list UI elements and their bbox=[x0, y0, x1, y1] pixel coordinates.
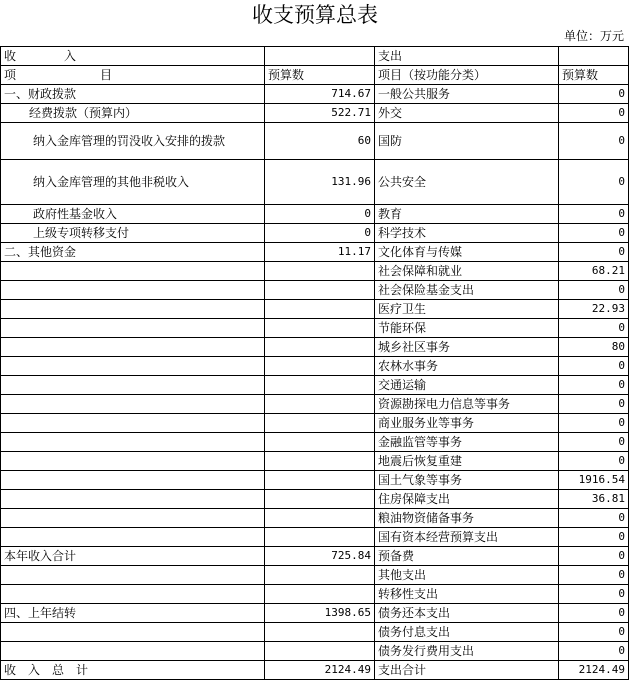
table-row bbox=[1, 104, 629, 123]
expense-budget-cell: 0 bbox=[559, 376, 629, 395]
expense-item-cell: 医疗卫生 bbox=[375, 300, 559, 319]
table-row bbox=[1, 528, 629, 547]
expense-budget-cell: 0 bbox=[559, 414, 629, 433]
page-title: 收支预算总表 bbox=[252, 3, 378, 27]
income-item-cell bbox=[1, 300, 265, 319]
expense-budget-cell: 0 bbox=[559, 224, 629, 243]
expense-budget-cell: 22.93 bbox=[559, 300, 629, 319]
unit-label: 单位：万元 bbox=[563, 29, 624, 43]
income-item-cell: 上级专项转移支付 bbox=[1, 224, 265, 243]
expense-budget-cell: 0 bbox=[559, 566, 629, 585]
expense-budget-cell: 0 bbox=[559, 623, 629, 642]
table-row bbox=[1, 490, 629, 509]
expense-item-cell: 粮油物资储备事务 bbox=[375, 509, 559, 528]
income-item-cell bbox=[1, 452, 265, 471]
expense-budget-cell: 0 bbox=[559, 123, 629, 160]
expense-item-cell: 社会保险基金支出 bbox=[375, 281, 559, 300]
expense-item-cell: 转移性支出 bbox=[375, 585, 559, 604]
table-row bbox=[1, 642, 629, 661]
income-budget-cell bbox=[265, 471, 375, 490]
income-item-cell bbox=[1, 509, 265, 528]
table-row bbox=[1, 300, 629, 319]
table-row bbox=[1, 661, 629, 680]
income-budget-cell bbox=[265, 490, 375, 509]
income-budget-cell bbox=[265, 623, 375, 642]
header-income-group: 收 入 bbox=[1, 47, 265, 66]
expense-item-cell: 外交 bbox=[375, 104, 559, 123]
expense-budget-cell: 0 bbox=[559, 160, 629, 205]
header-blank bbox=[265, 47, 375, 66]
expense-item-cell: 资源勘探电力信息等事务 bbox=[375, 395, 559, 414]
expense-budget-cell: 0 bbox=[559, 452, 629, 471]
table-row bbox=[1, 471, 629, 490]
expense-item-cell: 住房保障支出 bbox=[375, 490, 559, 509]
table-row bbox=[1, 623, 629, 642]
table-row bbox=[1, 262, 629, 281]
table-row bbox=[1, 509, 629, 528]
expense-budget-cell: 0 bbox=[559, 104, 629, 123]
income-item-cell: 本年收入合计 bbox=[1, 547, 265, 566]
income-budget-cell bbox=[265, 262, 375, 281]
expense-budget-cell: 80 bbox=[559, 338, 629, 357]
table-row bbox=[1, 243, 629, 262]
expense-item-cell: 一般公共服务 bbox=[375, 85, 559, 104]
expense-item-cell: 债务还本支出 bbox=[375, 604, 559, 623]
income-budget-cell bbox=[265, 433, 375, 452]
income-budget-cell bbox=[265, 585, 375, 604]
expense-budget-cell: 0 bbox=[559, 585, 629, 604]
expense-item-cell: 债务付息支出 bbox=[375, 623, 559, 642]
expense-item-cell: 教育 bbox=[375, 205, 559, 224]
income-budget-cell: 714.67 bbox=[265, 85, 375, 104]
income-budget-cell: 0 bbox=[265, 205, 375, 224]
income-item-cell: 政府性基金收入 bbox=[1, 205, 265, 224]
expense-item-cell: 其他支出 bbox=[375, 566, 559, 585]
expense-item-cell: 国防 bbox=[375, 123, 559, 160]
expense-budget-cell: 0 bbox=[559, 642, 629, 661]
table-row bbox=[1, 319, 629, 338]
table-row bbox=[1, 395, 629, 414]
income-budget-cell bbox=[265, 528, 375, 547]
table-row bbox=[1, 224, 629, 243]
income-item-cell: 纳入金库管理的其他非税收入 bbox=[1, 160, 265, 205]
budget-table bbox=[0, 46, 629, 680]
expense-budget-cell: 0 bbox=[559, 547, 629, 566]
income-budget-cell bbox=[265, 509, 375, 528]
expense-budget-cell: 0 bbox=[559, 395, 629, 414]
income-item-cell bbox=[1, 490, 265, 509]
income-item-cell: 纳入金库管理的罚没收入安排的拨款 bbox=[1, 123, 265, 160]
income-item-cell bbox=[1, 528, 265, 547]
income-item-cell: 四、上年结转 bbox=[1, 604, 265, 623]
expense-budget-cell: 0 bbox=[559, 528, 629, 547]
expense-budget-cell: 0 bbox=[559, 205, 629, 224]
table-row bbox=[1, 433, 629, 452]
income-budget-cell: 60 bbox=[265, 123, 375, 160]
expense-item-cell: 农林水事务 bbox=[375, 357, 559, 376]
expense-budget-cell: 1916.54 bbox=[559, 471, 629, 490]
expense-item-cell: 科学技术 bbox=[375, 224, 559, 243]
expense-budget-cell: 0 bbox=[559, 433, 629, 452]
table-row bbox=[1, 160, 629, 205]
header-expense-group: 支出 bbox=[375, 47, 559, 66]
header-col-expense-budget: 预算数 bbox=[559, 66, 629, 85]
expense-item-cell: 交通运输 bbox=[375, 376, 559, 395]
header-blank-2 bbox=[559, 47, 629, 66]
header-row-group bbox=[1, 47, 629, 66]
income-budget-cell: 131.96 bbox=[265, 160, 375, 205]
income-item-cell bbox=[1, 319, 265, 338]
income-budget-cell bbox=[265, 452, 375, 471]
income-budget-cell: 11.17 bbox=[265, 243, 375, 262]
income-budget-cell: 1398.65 bbox=[265, 604, 375, 623]
table-row bbox=[1, 205, 629, 224]
income-item-cell bbox=[1, 395, 265, 414]
table-row bbox=[1, 604, 629, 623]
table-row bbox=[1, 414, 629, 433]
header-row-columns bbox=[1, 66, 629, 85]
expense-item-cell: 预备费 bbox=[375, 547, 559, 566]
income-budget-cell bbox=[265, 414, 375, 433]
income-item-cell: 一、财政拨款 bbox=[1, 85, 265, 104]
income-budget-cell bbox=[265, 642, 375, 661]
income-budget-cell bbox=[265, 338, 375, 357]
income-item-cell bbox=[1, 338, 265, 357]
table-row bbox=[1, 452, 629, 471]
expense-item-cell: 公共安全 bbox=[375, 160, 559, 205]
income-item-cell bbox=[1, 585, 265, 604]
table-row bbox=[1, 376, 629, 395]
expense-item-cell: 城乡社区事务 bbox=[375, 338, 559, 357]
expense-item-cell: 商业服务业等事务 bbox=[375, 414, 559, 433]
income-budget-cell bbox=[265, 319, 375, 338]
income-budget-cell: 2124.49 bbox=[265, 661, 375, 680]
header-col-item: 项 目 bbox=[1, 66, 265, 85]
expense-item-cell: 金融监管等事务 bbox=[375, 433, 559, 452]
income-item-cell bbox=[1, 566, 265, 585]
income-budget-cell bbox=[265, 357, 375, 376]
income-item-cell bbox=[1, 376, 265, 395]
expense-budget-cell: 68.21 bbox=[559, 262, 629, 281]
expense-item-cell: 地震后恢复重建 bbox=[375, 452, 559, 471]
income-item-cell bbox=[1, 642, 265, 661]
income-budget-cell bbox=[265, 395, 375, 414]
table-row bbox=[1, 123, 629, 160]
income-item-cell bbox=[1, 623, 265, 642]
income-item-cell bbox=[1, 471, 265, 490]
expense-budget-cell: 0 bbox=[559, 281, 629, 300]
expense-item-cell: 节能环保 bbox=[375, 319, 559, 338]
expense-budget-cell: 36.81 bbox=[559, 490, 629, 509]
table-row bbox=[1, 566, 629, 585]
expense-item-cell: 国土气象等事务 bbox=[375, 471, 559, 490]
income-item-cell bbox=[1, 262, 265, 281]
income-budget-cell: 725.84 bbox=[265, 547, 375, 566]
income-item-cell bbox=[1, 357, 265, 376]
income-item-cell bbox=[1, 281, 265, 300]
expense-budget-cell: 0 bbox=[559, 604, 629, 623]
expense-item-cell: 社会保障和就业 bbox=[375, 262, 559, 281]
income-item-cell: 收 入 总 计 bbox=[1, 661, 265, 680]
table-row bbox=[1, 281, 629, 300]
expense-item-cell: 支出合计 bbox=[375, 661, 559, 680]
expense-item-cell: 文化体育与传媒 bbox=[375, 243, 559, 262]
table-row bbox=[1, 547, 629, 566]
income-budget-cell bbox=[265, 300, 375, 319]
income-item-cell: 经费拨款（预算内） bbox=[1, 104, 265, 123]
header-col-budget: 预算数 bbox=[265, 66, 375, 85]
table-row bbox=[1, 338, 629, 357]
expense-budget-cell: 0 bbox=[559, 509, 629, 528]
expense-item-cell: 债务发行费用支出 bbox=[375, 642, 559, 661]
income-budget-cell: 0 bbox=[265, 224, 375, 243]
expense-budget-cell: 0 bbox=[559, 85, 629, 104]
table-row bbox=[1, 357, 629, 376]
income-budget-cell bbox=[265, 281, 375, 300]
table-row bbox=[1, 585, 629, 604]
expense-budget-cell: 0 bbox=[559, 357, 629, 376]
income-item-cell bbox=[1, 414, 265, 433]
header-col-expense-item: 项目（按功能分类） bbox=[375, 66, 559, 85]
expense-budget-cell: 2124.49 bbox=[559, 661, 629, 680]
expense-item-cell: 国有资本经营预算支出 bbox=[375, 528, 559, 547]
income-budget-cell: 522.71 bbox=[265, 104, 375, 123]
income-item-cell: 二、其他资金 bbox=[1, 243, 265, 262]
table-row bbox=[1, 85, 629, 104]
expense-budget-cell: 0 bbox=[559, 243, 629, 262]
income-budget-cell bbox=[265, 376, 375, 395]
expense-budget-cell: 0 bbox=[559, 319, 629, 338]
income-budget-cell bbox=[265, 566, 375, 585]
income-item-cell bbox=[1, 433, 265, 452]
